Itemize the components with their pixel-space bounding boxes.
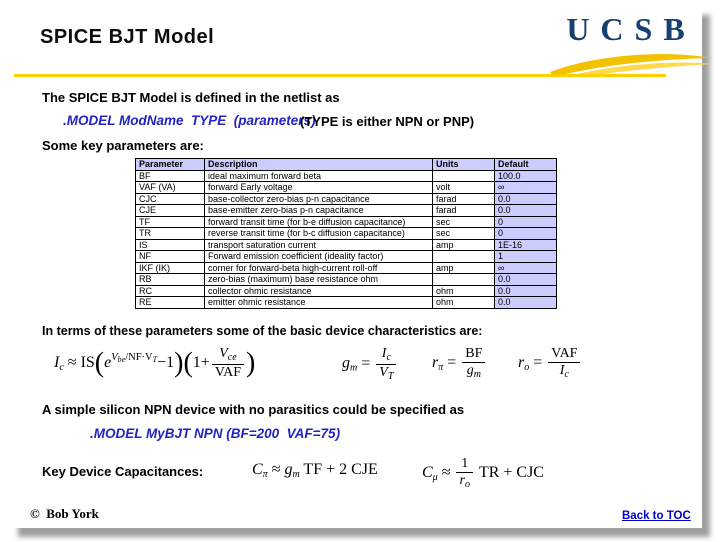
table-cell: RC	[136, 285, 205, 297]
parameters-intro: Some key parameters are:	[42, 138, 204, 153]
table-cell: reverse transit time (for b-c diffusion capacitance)	[205, 228, 433, 240]
title-divider	[14, 74, 666, 77]
table-cell: base-emitter zero-bias p-n capacitance	[205, 205, 433, 217]
table-row	[136, 297, 557, 309]
table-cell: base-collector zero-bias p-n capacitance	[205, 193, 433, 205]
open-paren: (	[183, 347, 193, 379]
table-cell: IKF (IK)	[136, 262, 205, 274]
table-cell: collector ohmic resistance	[205, 285, 433, 297]
table-cell: amp	[433, 262, 495, 274]
parameters-table	[135, 158, 557, 309]
copyright-text: © Bob York	[30, 506, 99, 521]
table-cell: BF	[136, 170, 205, 182]
table-cell: forward transit time (for b-e diffusion capacitance)	[205, 216, 433, 228]
ucsb-logo	[550, 10, 712, 80]
model-syntax-code: .MODEL ModName TYPE (parameters)	[63, 113, 316, 128]
capacitances-label: Key Device Capacitances:	[42, 464, 204, 479]
table-cell: 0.0	[495, 274, 557, 286]
intro-line: The SPICE BJT Model is defined in the netlist as	[42, 90, 340, 105]
table-cell: 0	[495, 216, 557, 228]
table-cell: RB	[136, 274, 205, 286]
table-cell: transport saturation current	[205, 239, 433, 251]
table-row	[136, 216, 557, 228]
ucsb-logo-text: UCSB	[566, 11, 696, 47]
slide	[10, 6, 702, 528]
table-cell: zero-bias (maximum) base resistance ohm	[205, 274, 433, 286]
formula-collector-current: $I_c \approx IS(e^{V_{be}/NF\cdot V_T}-1)(1+$ $\frac{V_{ce}}{\text{VAF}}$ )	[54, 346, 256, 380]
table-cell: forward Early voltage	[205, 182, 433, 194]
back-to-toc-link[interactable]: Back to TOC	[622, 510, 691, 522]
table-cell: farad	[433, 193, 495, 205]
table-cell: TR	[136, 228, 205, 240]
characteristics-intro: In terms of these parameters some of the basic device characteristics are:	[42, 324, 483, 338]
table-cell: farad	[433, 205, 495, 217]
table-cell: IS	[136, 239, 205, 251]
table-row	[136, 239, 557, 251]
formula-cmu: $C_\mu$ ≈ $\frac{1}{r_o}$ TR + CJC	[422, 456, 544, 491]
column-header-parameter: Parameter	[136, 159, 205, 171]
column-header-default: Default	[495, 159, 557, 171]
formula-cpi: $C_\pi \approx g_m$ TF + 2 CJE	[252, 461, 378, 480]
table-cell: sec	[433, 228, 495, 240]
table-row	[136, 205, 557, 217]
table-cell	[433, 170, 495, 182]
table-cell: ohm	[433, 285, 495, 297]
type-note: (TYPE is either NPN or PNP)	[300, 114, 475, 129]
column-header-units: Units	[433, 159, 495, 171]
table-cell: sec	[433, 216, 495, 228]
table-cell: emitter ohmic resistance	[205, 297, 433, 309]
table-row	[136, 262, 557, 274]
table-cell: amp	[433, 239, 495, 251]
table-cell: volt	[433, 182, 495, 194]
table-cell: VAF (VA)	[136, 182, 205, 194]
table-cell: 1E-16	[495, 239, 557, 251]
table-header-row	[136, 159, 557, 171]
table-cell: corner for forward-beta high-current roll-off	[205, 262, 433, 274]
table-cell	[433, 251, 495, 263]
table-cell: 0.0	[495, 297, 557, 309]
table-row	[136, 228, 557, 240]
table-cell: 0	[495, 228, 557, 240]
table-cell: 100.0	[495, 170, 557, 182]
table-cell: Forward emission coefficient (ideality factor)	[205, 251, 433, 263]
open-paren: (	[94, 347, 105, 379]
parameters-table-body	[136, 170, 557, 308]
table-cell: ideal maximum forward beta	[205, 170, 433, 182]
formula-output-resistance: $r_o$ = $\frac{\text{VAF}}{I_c}$	[518, 346, 582, 381]
table-cell	[433, 274, 495, 286]
table-row	[136, 285, 557, 297]
table-cell: 1	[495, 251, 557, 263]
table-row	[136, 193, 557, 205]
table-cell: ∞	[495, 182, 557, 194]
table-cell: 0.0	[495, 205, 557, 217]
table-cell: ohm	[433, 297, 495, 309]
column-header-description: Description	[205, 159, 433, 171]
table-cell: TF	[136, 216, 205, 228]
table-cell: RE	[136, 297, 205, 309]
table-cell: 0.0	[495, 193, 557, 205]
table-row	[136, 182, 557, 194]
close-paren: )	[246, 347, 256, 379]
table-row	[136, 251, 557, 263]
table-row	[136, 170, 557, 182]
table-cell: ∞	[495, 262, 557, 274]
npn-example-intro: A simple silicon NPN device with no parasitics could be specified as	[42, 402, 465, 417]
table-cell: NF	[136, 251, 205, 263]
close-paren: )	[174, 347, 184, 379]
table-cell: CJE	[136, 205, 205, 217]
npn-example-code: .MODEL MyBJT NPN (BF=200 VAF=75)	[90, 426, 341, 441]
formula-input-resistance: $r_\pi$ = $\frac{BF}{g_m}$	[432, 346, 487, 381]
table-cell: 0.0	[495, 285, 557, 297]
table-cell: CJC	[136, 193, 205, 205]
formula-transconductance: $g_m$ = $\frac{I_c}{V_T}$	[342, 346, 398, 382]
page-title: SPICE BJT Model	[40, 26, 215, 48]
table-row	[136, 274, 557, 286]
